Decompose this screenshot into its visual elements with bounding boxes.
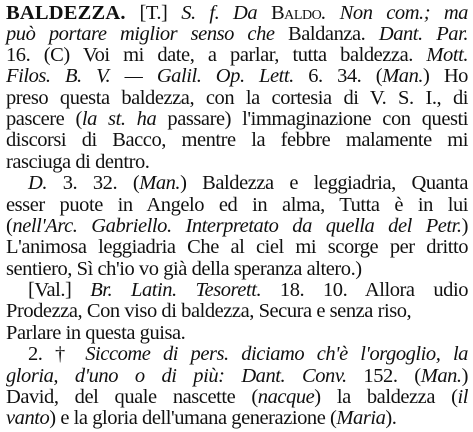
entry-line xyxy=(6,2,468,25)
entry-text: sentiero, Sì ch'io vo già della speranza altero.) xyxy=(6,258,362,280)
entry-text: D. xyxy=(28,172,48,194)
entry-text: S. f. Da xyxy=(181,2,271,24)
entry-text: gloria, d'uno o di più: Dant. Conv. xyxy=(6,365,347,387)
entry-line xyxy=(6,236,468,259)
entry-text: Mott. xyxy=(426,44,468,66)
entry-text: ) xyxy=(461,365,468,387)
entry-text: ( xyxy=(6,215,13,237)
entry-text: 18. 10. Allora udio xyxy=(261,279,468,301)
entry-text: L'animosa leggiadria Che al ciel mi scorge per dritto xyxy=(6,236,468,258)
entry-text: Man. xyxy=(420,365,462,387)
entry-text: pascere ( xyxy=(6,108,82,130)
entry-text: vanto xyxy=(6,407,50,429)
entry-line xyxy=(6,407,468,430)
entry-text: Br. Latin. Tesorett. xyxy=(90,279,262,301)
entry-text: [T.] xyxy=(125,2,182,24)
entry-text: 3. 32. ( xyxy=(47,172,140,194)
entry-line xyxy=(6,365,468,388)
entry-line xyxy=(28,172,468,195)
entry-text: Prodezza, Con viso di baldezza, Secura e senza riso, xyxy=(6,300,412,322)
entry-text: 152. ( xyxy=(346,365,421,387)
entry-text: Dant. Par. xyxy=(378,23,469,45)
entry-text: ) e la gloria dell'umana generazione ( xyxy=(49,407,337,429)
entry-line xyxy=(28,279,468,302)
entry-text: ) la baldezza ( xyxy=(314,386,458,408)
entry-line xyxy=(6,23,468,46)
entry-text: 6. 34. ( xyxy=(293,65,383,87)
entry-line xyxy=(6,322,468,345)
entry-text: Baldo xyxy=(270,2,322,24)
entry-text: . Non com.; ma xyxy=(321,2,468,24)
entry-text: David, del quale nascette ( xyxy=(6,386,258,408)
entry-line xyxy=(6,386,468,409)
entry-line xyxy=(6,129,468,152)
entry-text: la st. ha xyxy=(81,108,157,130)
entry-line xyxy=(6,194,468,217)
entry-text: 16. (C) Voi mi date, a parlar, tutta baldezza. xyxy=(6,44,427,66)
entry-text: [Val.] xyxy=(28,279,91,301)
entry-text: Man. xyxy=(382,65,424,87)
entry-text: il xyxy=(457,386,469,408)
entry-text: Siccome di pers. diciamo ch'è l'orgoglio, la xyxy=(85,343,468,365)
entry-text: ) xyxy=(461,215,468,237)
entry-line xyxy=(6,151,468,174)
entry-text: rasciuga di dentro. xyxy=(6,151,150,173)
entry-text: Filos. B. V. — Galil. Op. Lett. xyxy=(6,65,294,87)
entry-text: preso questa baldezza, con la cortesia di V. S. I., di xyxy=(6,87,468,109)
entry-line xyxy=(6,215,468,238)
entry-line xyxy=(6,258,468,281)
entry-line xyxy=(6,65,468,88)
headword: BALDEZZA. xyxy=(6,2,126,24)
entry-line xyxy=(6,44,468,67)
entry-line xyxy=(6,300,468,323)
entry-line xyxy=(6,87,468,110)
entry-text: nacque xyxy=(257,386,315,408)
entry-text: Baldanza. xyxy=(288,23,379,45)
entry-text: ) Baldezza e leggiadria, Quanta xyxy=(180,172,468,194)
entry-text: passare) l'immaginazione con questi xyxy=(156,108,468,130)
entry-text: discorsi di Bacco, mentre la febbre malamente mi xyxy=(6,129,468,151)
entry-text: ). xyxy=(385,407,397,429)
entry-text: ) Ho xyxy=(423,65,468,87)
entry-line xyxy=(28,343,468,366)
entry-text: nell'Arc. Gabriello. Interpretato da quella del Petr. xyxy=(12,215,462,237)
entry-line xyxy=(6,108,468,131)
entry-text: può portare miglior senso che xyxy=(6,23,289,45)
entry-text: esser puote in Angelo ed in alma, Tutta è in lui xyxy=(6,194,468,216)
entry-text: Man. xyxy=(139,172,181,194)
entry-text: 2. † xyxy=(28,343,86,365)
entry-text: Parlare in questa guisa. xyxy=(6,322,186,344)
entry-text: Maria xyxy=(336,407,386,429)
